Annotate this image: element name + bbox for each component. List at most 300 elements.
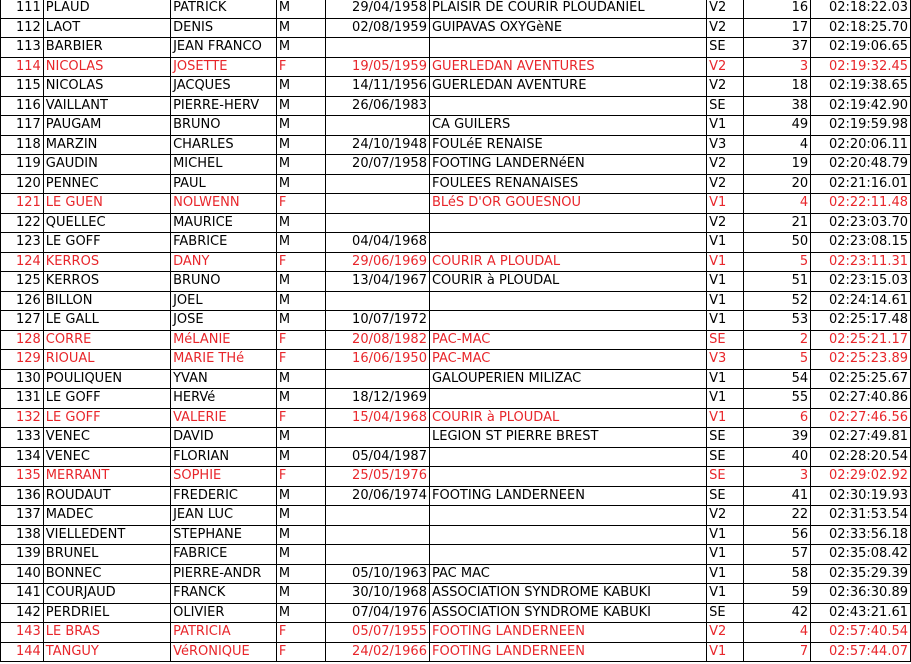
club-cell: PAC-MAC <box>429 350 706 370</box>
club-cell: FOOTING LANDERNEEN <box>429 642 706 662</box>
birthdate-cell: 24/10/1948 <box>326 135 430 155</box>
category-cell: V1 <box>707 272 744 292</box>
club-cell <box>429 233 706 253</box>
table-row <box>1 291 911 311</box>
birthdate-cell <box>326 213 430 233</box>
club-cell: GUERLEDAN AVENTURES <box>429 57 706 77</box>
club-cell <box>429 545 706 565</box>
sex-cell: M <box>276 603 325 623</box>
sex-cell: M <box>276 233 325 253</box>
category-rank-cell: 4 <box>743 194 810 214</box>
time-cell: 02:25:21.17 <box>811 330 911 350</box>
table-row <box>1 623 911 643</box>
results-body <box>1 0 911 662</box>
time-cell: 02:27:49.81 <box>811 428 911 448</box>
birthdate-cell: 05/07/1955 <box>326 623 430 643</box>
table-row <box>1 96 911 116</box>
table-row <box>1 603 911 623</box>
club-cell <box>429 311 706 331</box>
rank-cell: 130 <box>1 369 44 389</box>
category-rank-cell: 5 <box>743 252 810 272</box>
birthdate-cell <box>326 428 430 448</box>
rank-cell: 129 <box>1 350 44 370</box>
club-cell: PLAISIR DE COURIR PLOUDANIEL <box>429 0 706 18</box>
sex-cell: M <box>276 447 325 467</box>
name-cell: MERRANT <box>43 467 170 487</box>
name-cell: LE BRAS <box>43 623 170 643</box>
category-rank-cell: 37 <box>743 38 810 58</box>
club-cell <box>429 506 706 526</box>
name-cell: MARZIN <box>43 135 170 155</box>
birthdate-cell: 20/06/1974 <box>326 486 430 506</box>
table-row <box>1 525 911 545</box>
category-cell: V2 <box>707 174 744 194</box>
sex-cell: M <box>276 174 325 194</box>
category-rank-cell: 42 <box>743 603 810 623</box>
rank-cell: 119 <box>1 155 44 175</box>
club-cell: FOULEES RENANAISES <box>429 174 706 194</box>
club-cell: GUERLEDAN AVENTURE <box>429 77 706 97</box>
time-cell: 02:31:53.54 <box>811 506 911 526</box>
sex-cell: M <box>276 486 325 506</box>
time-cell: 02:24:14.61 <box>811 291 911 311</box>
rank-cell: 126 <box>1 291 44 311</box>
category-rank-cell: 7 <box>743 642 810 662</box>
category-rank-cell: 59 <box>743 584 810 604</box>
sex-cell: F <box>276 467 325 487</box>
time-cell: 02:35:08.42 <box>811 545 911 565</box>
sex-cell: F <box>276 194 325 214</box>
time-cell: 02:57:44.07 <box>811 642 911 662</box>
birthdate-cell: 10/07/1972 <box>326 311 430 331</box>
sex-cell: F <box>276 408 325 428</box>
birthdate-cell <box>326 506 430 526</box>
time-cell: 02:27:40.86 <box>811 389 911 409</box>
category-cell: V1 <box>707 369 744 389</box>
name-cell: PLAUD <box>43 0 170 18</box>
name-cell: LE GOFF <box>43 389 170 409</box>
category-rank-cell: 19 <box>743 155 810 175</box>
name-cell: QUELLEC <box>43 213 170 233</box>
category-rank-cell: 21 <box>743 213 810 233</box>
name-cell: PERDRIEL <box>43 603 170 623</box>
club-cell: PAC-MAC <box>429 330 706 350</box>
sex-cell: M <box>276 584 325 604</box>
table-row <box>1 642 911 662</box>
name-cell: LE GOFF <box>43 233 170 253</box>
birthdate-cell: 16/06/1950 <box>326 350 430 370</box>
time-cell: 02:57:40.54 <box>811 623 911 643</box>
category-rank-cell: 55 <box>743 389 810 409</box>
time-cell: 02:23:15.03 <box>811 272 911 292</box>
firstname-cell: CHARLES <box>171 135 277 155</box>
name-cell: ROUDAUT <box>43 486 170 506</box>
name-cell: PENNEC <box>43 174 170 194</box>
time-cell: 02:21:16.01 <box>811 174 911 194</box>
category-rank-cell: 49 <box>743 116 810 136</box>
time-cell: 02:23:03.70 <box>811 213 911 233</box>
time-cell: 02:25:23.89 <box>811 350 911 370</box>
category-cell: SE <box>707 467 744 487</box>
name-cell: LE GUEN <box>43 194 170 214</box>
table-row <box>1 467 911 487</box>
firstname-cell: JOEL <box>171 291 277 311</box>
name-cell: BILLON <box>43 291 170 311</box>
birthdate-cell: 15/04/1968 <box>326 408 430 428</box>
category-cell: SE <box>707 96 744 116</box>
time-cell: 02:28:20.54 <box>811 447 911 467</box>
table-row <box>1 428 911 448</box>
name-cell: BONNEC <box>43 564 170 584</box>
club-cell: COURIR à PLOUDAL <box>429 272 706 292</box>
time-cell: 02:19:38.65 <box>811 77 911 97</box>
club-cell <box>429 213 706 233</box>
category-rank-cell: 4 <box>743 135 810 155</box>
club-cell <box>429 291 706 311</box>
firstname-cell: JOSE <box>171 311 277 331</box>
category-cell: V1 <box>707 545 744 565</box>
sex-cell: F <box>276 623 325 643</box>
table-row <box>1 486 911 506</box>
club-cell: ASSOCIATION SYNDROME KABUKI <box>429 603 706 623</box>
rank-cell: 113 <box>1 38 44 58</box>
rank-cell: 138 <box>1 525 44 545</box>
category-cell: V2 <box>707 57 744 77</box>
category-cell: SE <box>707 428 744 448</box>
category-cell: V1 <box>707 642 744 662</box>
rank-cell: 111 <box>1 0 44 18</box>
firstname-cell: JOSETTE <box>171 57 277 77</box>
name-cell: COURJAUD <box>43 584 170 604</box>
category-cell: V3 <box>707 350 744 370</box>
table-row <box>1 389 911 409</box>
firstname-cell: STEPHANE <box>171 525 277 545</box>
category-cell: V2 <box>707 623 744 643</box>
name-cell: MADEC <box>43 506 170 526</box>
sex-cell: M <box>276 389 325 409</box>
time-cell: 02:43:21.61 <box>811 603 911 623</box>
table-row <box>1 194 911 214</box>
sex-cell: M <box>276 116 325 136</box>
sex-cell: M <box>276 38 325 58</box>
table-row <box>1 135 911 155</box>
firstname-cell: VéRONIQUE <box>171 642 277 662</box>
sex-cell: F <box>276 252 325 272</box>
sex-cell: M <box>276 135 325 155</box>
firstname-cell: SOPHIE <box>171 467 277 487</box>
firstname-cell: MARIE THé <box>171 350 277 370</box>
rank-cell: 128 <box>1 330 44 350</box>
sex-cell: F <box>276 642 325 662</box>
firstname-cell: MéLANIE <box>171 330 277 350</box>
club-cell: FOOTING LANDERNEEN <box>429 623 706 643</box>
table-row <box>1 584 911 604</box>
category-rank-cell: 51 <box>743 272 810 292</box>
firstname-cell: MAURICE <box>171 213 277 233</box>
firstname-cell: FABRICE <box>171 233 277 253</box>
rank-cell: 116 <box>1 96 44 116</box>
category-cell: V1 <box>707 116 744 136</box>
name-cell: TANGUY <box>43 642 170 662</box>
table-row <box>1 38 911 58</box>
rank-cell: 121 <box>1 194 44 214</box>
name-cell: BRUNEL <box>43 545 170 565</box>
birthdate-cell: 30/10/1968 <box>326 584 430 604</box>
rank-cell: 120 <box>1 174 44 194</box>
sex-cell: M <box>276 506 325 526</box>
name-cell: VENEC <box>43 428 170 448</box>
name-cell: VENEC <box>43 447 170 467</box>
rank-cell: 134 <box>1 447 44 467</box>
birthdate-cell <box>326 525 430 545</box>
table-row <box>1 213 911 233</box>
birthdate-cell <box>326 116 430 136</box>
category-cell: V2 <box>707 18 744 38</box>
birthdate-cell: 25/05/1976 <box>326 467 430 487</box>
birthdate-cell: 19/05/1959 <box>326 57 430 77</box>
category-rank-cell: 2 <box>743 330 810 350</box>
club-cell <box>429 38 706 58</box>
table-row <box>1 155 911 175</box>
table-row <box>1 564 911 584</box>
rank-cell: 115 <box>1 77 44 97</box>
rank-cell: 136 <box>1 486 44 506</box>
table-row <box>1 174 911 194</box>
category-rank-cell: 18 <box>743 77 810 97</box>
name-cell: LAOT <box>43 18 170 38</box>
rank-cell: 139 <box>1 545 44 565</box>
time-cell: 02:27:46.56 <box>811 408 911 428</box>
firstname-cell: PATRICK <box>171 0 277 18</box>
club-cell: GUIPAVAS OXYGèNE <box>429 18 706 38</box>
time-cell: 02:25:17.48 <box>811 311 911 331</box>
time-cell: 02:33:56.18 <box>811 525 911 545</box>
name-cell: LE GOFF <box>43 408 170 428</box>
club-cell: PAC MAC <box>429 564 706 584</box>
category-rank-cell: 6 <box>743 408 810 428</box>
category-cell: V1 <box>707 233 744 253</box>
firstname-cell: FLORIAN <box>171 447 277 467</box>
category-rank-cell: 58 <box>743 564 810 584</box>
name-cell: CORRE <box>43 330 170 350</box>
club-cell: GALOUPERIEN MILIZAC <box>429 369 706 389</box>
category-cell: V1 <box>707 194 744 214</box>
firstname-cell: PIERRE-ANDR <box>171 564 277 584</box>
time-cell: 02:36:30.89 <box>811 584 911 604</box>
firstname-cell: DENIS <box>171 18 277 38</box>
sex-cell: M <box>276 525 325 545</box>
category-cell: V1 <box>707 252 744 272</box>
category-rank-cell: 50 <box>743 233 810 253</box>
category-cell: V2 <box>707 213 744 233</box>
club-cell: LEGION ST PIERRE BREST <box>429 428 706 448</box>
category-rank-cell: 38 <box>743 96 810 116</box>
birthdate-cell <box>326 545 430 565</box>
category-cell: SE <box>707 38 744 58</box>
birthdate-cell: 02/08/1959 <box>326 18 430 38</box>
club-cell: CA GUILERS <box>429 116 706 136</box>
club-cell <box>429 96 706 116</box>
name-cell: KERROS <box>43 272 170 292</box>
firstname-cell: NOLWENN <box>171 194 277 214</box>
table-row <box>1 350 911 370</box>
rank-cell: 118 <box>1 135 44 155</box>
name-cell: BARBIER <box>43 38 170 58</box>
rank-cell: 132 <box>1 408 44 428</box>
firstname-cell: FRANCK <box>171 584 277 604</box>
rank-cell: 122 <box>1 213 44 233</box>
table-row <box>1 116 911 136</box>
rank-cell: 142 <box>1 603 44 623</box>
birthdate-cell: 05/10/1963 <box>326 564 430 584</box>
sex-cell: F <box>276 57 325 77</box>
category-rank-cell: 52 <box>743 291 810 311</box>
category-rank-cell: 57 <box>743 545 810 565</box>
category-rank-cell: 3 <box>743 57 810 77</box>
rank-cell: 140 <box>1 564 44 584</box>
club-cell: BLéS D'OR GOUESNOU <box>429 194 706 214</box>
rank-cell: 137 <box>1 506 44 526</box>
table-row <box>1 369 911 389</box>
table-row <box>1 408 911 428</box>
time-cell: 02:19:42.90 <box>811 96 911 116</box>
table-row <box>1 447 911 467</box>
club-cell <box>429 389 706 409</box>
birthdate-cell: 04/04/1968 <box>326 233 430 253</box>
time-cell: 02:19:32.45 <box>811 57 911 77</box>
name-cell: NICOLAS <box>43 57 170 77</box>
rank-cell: 123 <box>1 233 44 253</box>
category-cell: V2 <box>707 0 744 18</box>
club-cell: FOOTING LANDERNEEN <box>429 486 706 506</box>
name-cell: VIELLEDENT <box>43 525 170 545</box>
birthdate-cell: 07/04/1976 <box>326 603 430 623</box>
time-cell: 02:29:02.92 <box>811 467 911 487</box>
time-cell: 02:23:11.31 <box>811 252 911 272</box>
firstname-cell: FABRICE <box>171 545 277 565</box>
name-cell: KERROS <box>43 252 170 272</box>
category-cell: V1 <box>707 311 744 331</box>
time-cell: 02:30:19.93 <box>811 486 911 506</box>
birthdate-cell: 20/07/1958 <box>326 155 430 175</box>
category-cell: SE <box>707 330 744 350</box>
sex-cell: M <box>276 155 325 175</box>
sex-cell: M <box>276 18 325 38</box>
club-cell: FOOTING LANDERNéEN <box>429 155 706 175</box>
rank-cell: 144 <box>1 642 44 662</box>
category-rank-cell: 56 <box>743 525 810 545</box>
sex-cell: M <box>276 564 325 584</box>
firstname-cell: PIERRE-HERV <box>171 96 277 116</box>
birthdate-cell: 14/11/1956 <box>326 77 430 97</box>
category-cell: SE <box>707 447 744 467</box>
sex-cell: M <box>276 428 325 448</box>
time-cell: 02:18:22.03 <box>811 0 911 18</box>
time-cell: 02:18:25.70 <box>811 18 911 38</box>
table-row <box>1 18 911 38</box>
rank-cell: 114 <box>1 57 44 77</box>
firstname-cell: MICHEL <box>171 155 277 175</box>
firstname-cell: VALERIE <box>171 408 277 428</box>
sex-cell: M <box>276 213 325 233</box>
rank-cell: 112 <box>1 18 44 38</box>
category-cell: V1 <box>707 291 744 311</box>
club-cell <box>429 525 706 545</box>
name-cell: NICOLAS <box>43 77 170 97</box>
time-cell: 02:19:59.98 <box>811 116 911 136</box>
table-row <box>1 330 911 350</box>
time-cell: 02:35:29.39 <box>811 564 911 584</box>
category-cell: V3 <box>707 135 744 155</box>
firstname-cell: FREDERIC <box>171 486 277 506</box>
time-cell: 02:25:25.67 <box>811 369 911 389</box>
rank-cell: 125 <box>1 272 44 292</box>
rank-cell: 135 <box>1 467 44 487</box>
category-cell: SE <box>707 603 744 623</box>
time-cell: 02:20:48.79 <box>811 155 911 175</box>
birthdate-cell: 26/06/1983 <box>326 96 430 116</box>
category-cell: V1 <box>707 389 744 409</box>
table-row <box>1 57 911 77</box>
firstname-cell: JEAN FRANCO <box>171 38 277 58</box>
birthdate-cell <box>326 194 430 214</box>
category-rank-cell: 41 <box>743 486 810 506</box>
name-cell: PAUGAM <box>43 116 170 136</box>
sex-cell: M <box>276 0 325 18</box>
category-cell: V1 <box>707 584 744 604</box>
table-row <box>1 77 911 97</box>
table-row <box>1 545 911 565</box>
club-cell: FOULéE RENAISE <box>429 135 706 155</box>
table-row <box>1 506 911 526</box>
sex-cell: M <box>276 545 325 565</box>
club-cell: COURIR A PLOUDAL <box>429 252 706 272</box>
category-rank-cell: 20 <box>743 174 810 194</box>
category-rank-cell: 3 <box>743 467 810 487</box>
category-rank-cell: 53 <box>743 311 810 331</box>
sex-cell: M <box>276 369 325 389</box>
rank-cell: 117 <box>1 116 44 136</box>
club-cell <box>429 467 706 487</box>
sex-cell: M <box>276 96 325 116</box>
category-rank-cell: 17 <box>743 18 810 38</box>
time-cell: 02:23:08.15 <box>811 233 911 253</box>
category-cell: SE <box>707 486 744 506</box>
sex-cell: M <box>276 272 325 292</box>
rank-cell: 131 <box>1 389 44 409</box>
sex-cell: F <box>276 330 325 350</box>
firstname-cell: BRUNO <box>171 272 277 292</box>
table-row <box>1 0 911 18</box>
firstname-cell: DAVID <box>171 428 277 448</box>
name-cell: RIOUAL <box>43 350 170 370</box>
firstname-cell: YVAN <box>171 369 277 389</box>
club-cell: ASSOCIATION SYNDROME KABUKI <box>429 584 706 604</box>
rank-cell: 143 <box>1 623 44 643</box>
birthdate-cell: 05/04/1987 <box>326 447 430 467</box>
category-rank-cell: 5 <box>743 350 810 370</box>
firstname-cell: JEAN LUC <box>171 506 277 526</box>
firstname-cell: BRUNO <box>171 116 277 136</box>
category-cell: V2 <box>707 155 744 175</box>
category-cell: V1 <box>707 408 744 428</box>
rank-cell: 124 <box>1 252 44 272</box>
category-cell: V2 <box>707 77 744 97</box>
category-cell: V2 <box>707 506 744 526</box>
name-cell: POULIQUEN <box>43 369 170 389</box>
time-cell: 02:19:06.65 <box>811 38 911 58</box>
category-rank-cell: 40 <box>743 447 810 467</box>
